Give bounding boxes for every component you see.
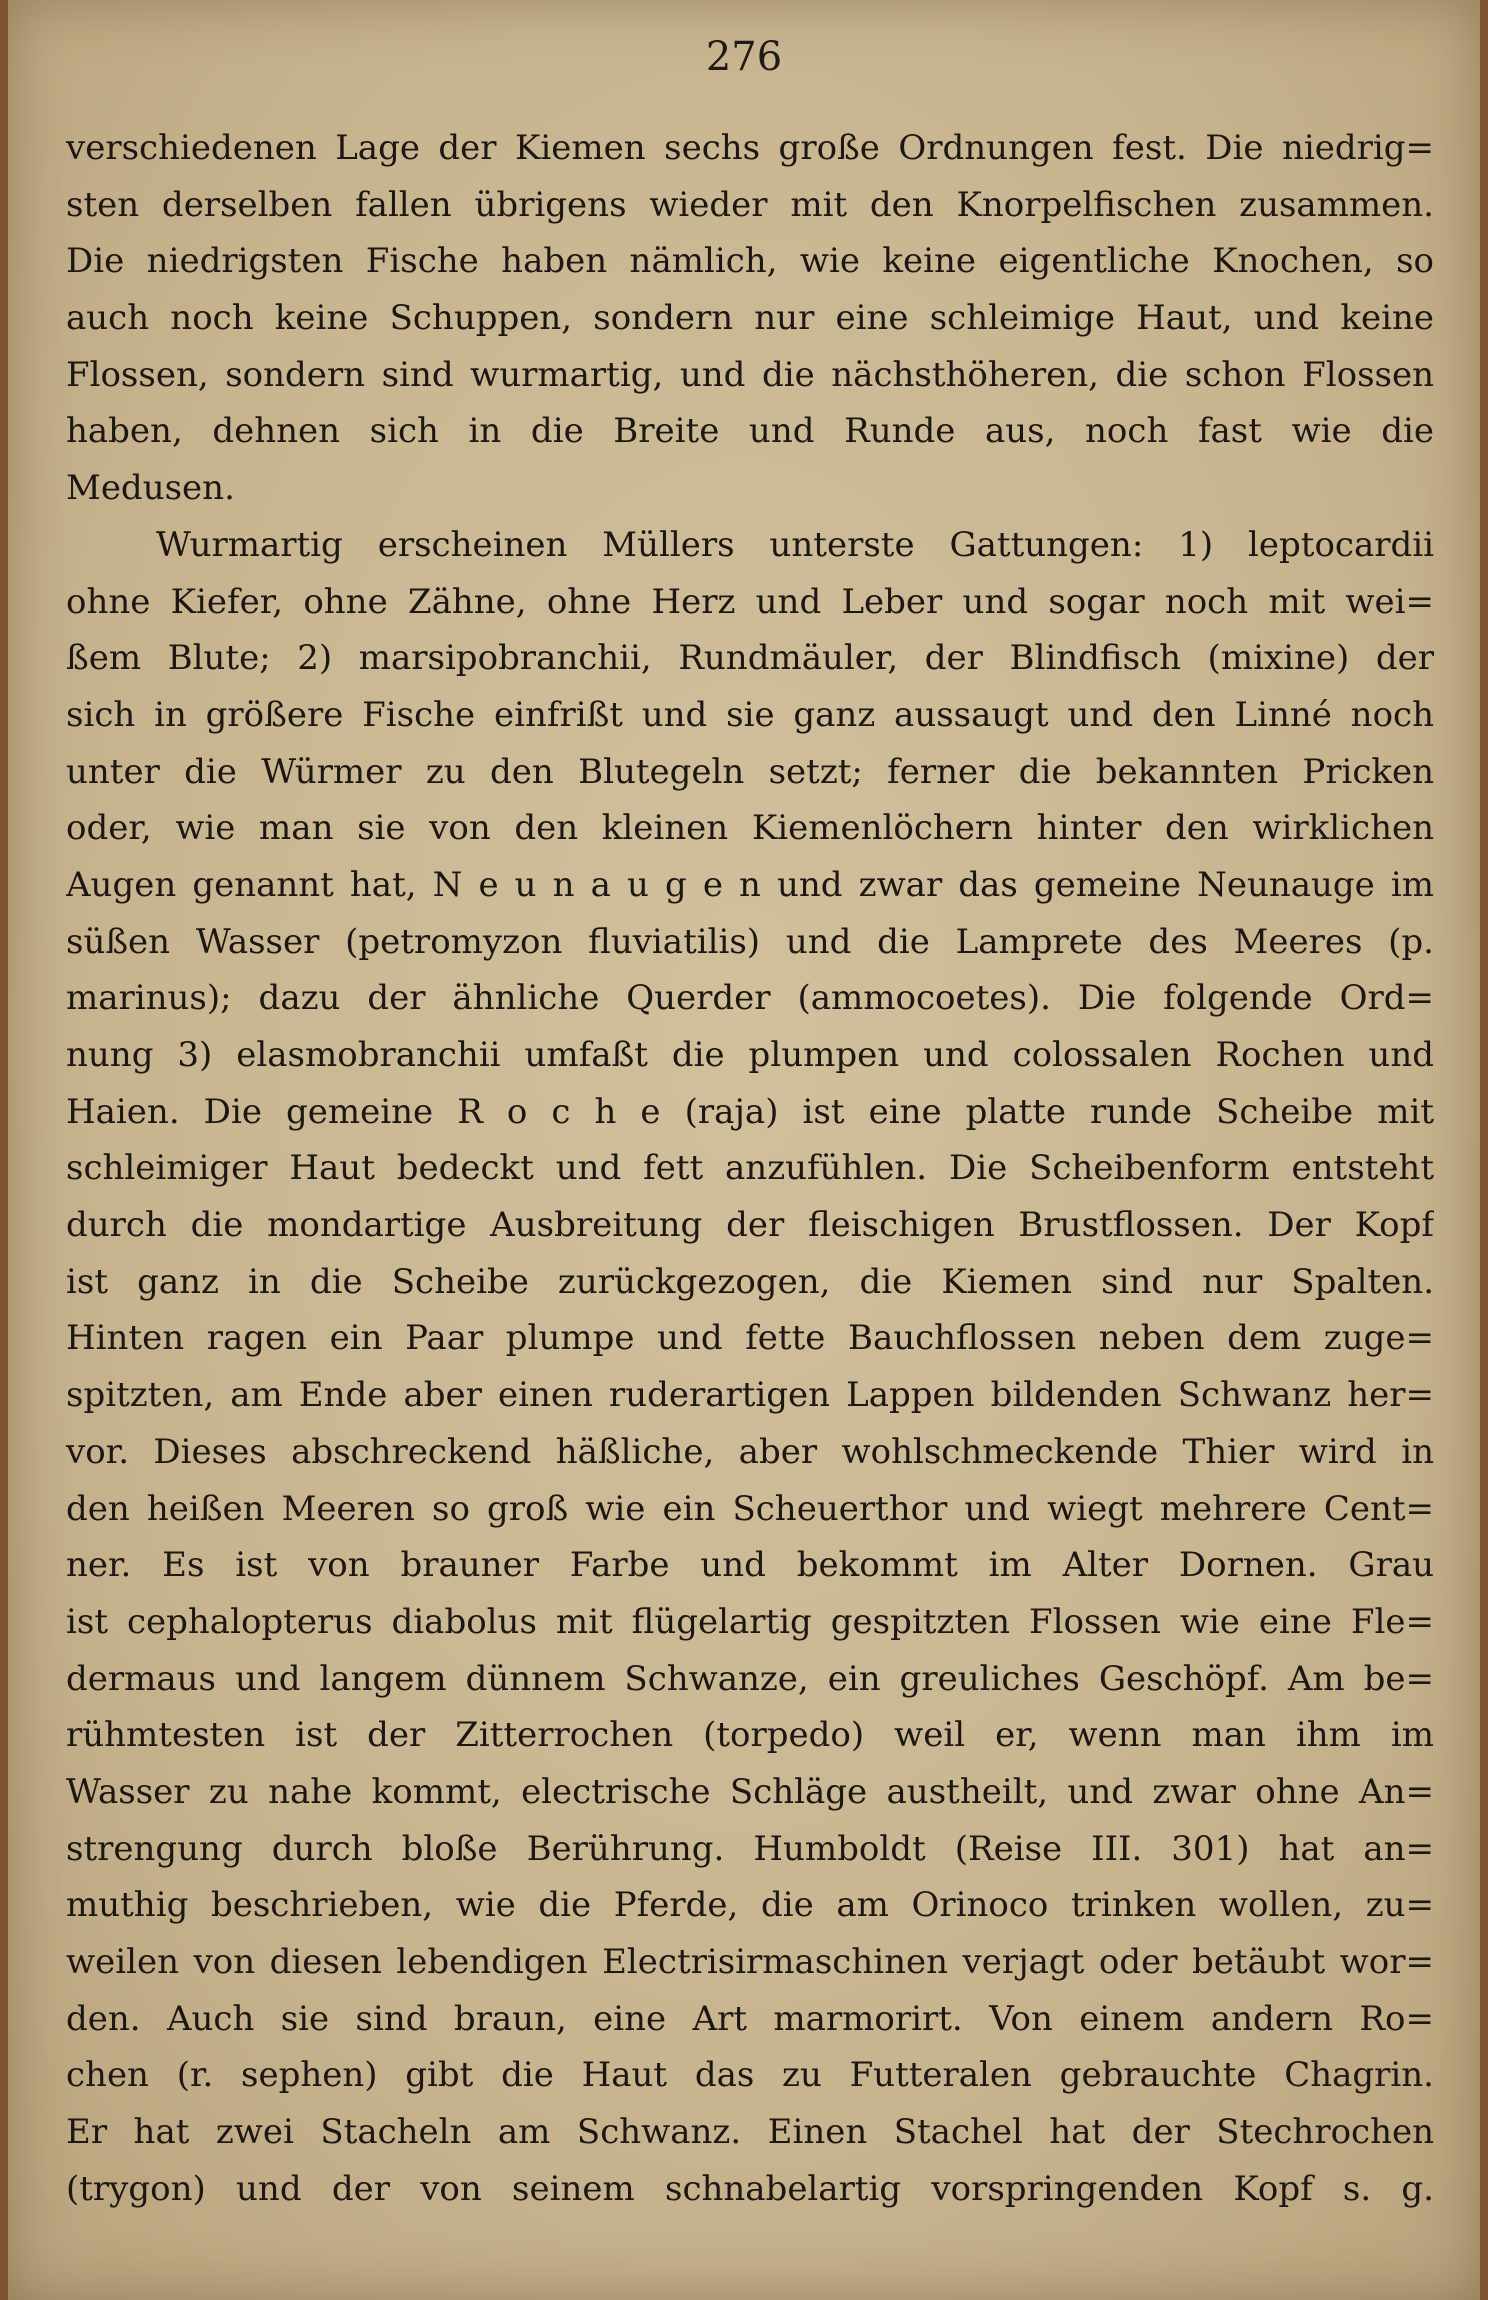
text-line: ist cephalopterus diabolus mit flügelartig gespitzten Flossen wie eine Fle= [66, 1601, 1434, 1642]
text-line: spitzten, am Ende aber einen ruderartigen Lappen bildenden Schwanz her= [66, 1375, 1434, 1416]
text-line: auch noch keine Schuppen, sondern nur eine schleimige Haut, und keine [66, 298, 1434, 339]
body-text [66, 120, 1434, 2217]
text-line: Wurmartig erscheinen Müllers unterste Gattungen: 1) leptocardii [156, 524, 1434, 565]
text-line: Augen genannt hat, N e u n a u g e n und zwar das gemeine Neunauge im [66, 864, 1434, 905]
text-line: Medusen. [66, 468, 235, 509]
text-line: vor. Dieses abschreckend häßliche, aber wohlschmeckende Thier wird in [66, 1431, 1434, 1472]
text-line: den. Auch sie sind braun, eine Art marmorirt. Von einem andern Ro= [66, 1998, 1434, 2039]
book-page [8, 0, 1480, 2300]
text-line: sich in größere Fische einfrißt und sie ganz aussaugt und den Linné noch [66, 694, 1434, 735]
text-line: unter die Würmer zu den Blutegeln setzt; ferner die bekannten Pricken [66, 751, 1434, 792]
text-line: nung 3) elasmobranchii umfaßt die plumpen und colossalen Rochen und [66, 1035, 1434, 1075]
text-line: verschiedenen Lage der Kiemen sechs große Ordnungen fest. Die niedrig= [66, 128, 1434, 168]
text-line: den heißen Meeren so groß wie ein Scheuerthor und wiegt mehrere Cent= [66, 1488, 1434, 1529]
text-line: rühmtesten ist der Zitterrochen (torpedo) weil er, wenn man ihm im [66, 1715, 1434, 1756]
text-line: Flossen, sondern sind wurmartig, und die nächsthöheren, die schon Flossen [66, 354, 1434, 395]
text-line: strengung durch bloße Berührung. Humboldt (Reise III. 301) hat an= [66, 1828, 1434, 1869]
text-line: sten derselben fallen übrigens wieder mit den Knorpelfischen zusammen. [66, 184, 1434, 225]
text-line: haben, dehnen sich in die Breite und Runde aus, noch fast wie die [66, 411, 1434, 452]
text-line: schleimiger Haut bedeckt und fett anzufühlen. Die Scheibenform entsteht [66, 1148, 1434, 1189]
text-line: muthig beschrieben, wie die Pferde, die am Orinoco trinken wollen, zu= [66, 1885, 1434, 1926]
text-line: Haien. Die gemeine R o c h e (raja) ist eine platte runde Scheibe mit [66, 1091, 1434, 1132]
text-line: dermaus und langem dünnem Schwanze, ein greuliches Geschöpf. Am be= [66, 1658, 1434, 1699]
text-line: durch die mondartige Ausbreitung der fleischigen Brustflossen. Der Kopf [66, 1205, 1434, 1246]
text-line: (trygon) und der von seinem schnabelartig vorspringenden Kopf s. g. [66, 2168, 1434, 2209]
text-line: Er hat zwei Stacheln am Schwanz. Einen Stachel hat der Stechrochen [66, 2112, 1434, 2153]
text-line: Hinten ragen ein Paar plumpe und fette Bauchflossen neben dem zuge= [66, 1318, 1434, 1359]
text-line: süßen Wasser (petromyzon fluviatilis) und die Lamprete des Meeres (p. [66, 921, 1434, 962]
text-line: ist ganz in die Scheibe zurückgezogen, die Kiemen sind nur Spalten. [66, 1261, 1434, 1302]
page-number: 276 [705, 34, 783, 80]
text-line: ohne Kiefer, ohne Zähne, ohne Herz und Leber und sogar noch mit wei= [66, 581, 1434, 622]
text-line: Die niedrigsten Fische haben nämlich, wie keine eigentliche Knochen, so [66, 241, 1434, 282]
text-line: ßem Blute; 2) marsipobranchii, Rundmäuler, der Blindfisch (mixine) der [66, 638, 1434, 679]
text-line: chen (r. sephen) gibt die Haut das zu Futteralen gebrauchte Chagrin. [66, 2055, 1434, 2096]
text-line: Wasser zu nahe kommt, electrische Schläge austheilt, und zwar ohne An= [66, 1771, 1434, 1812]
text-line: marinus); dazu der ähnliche Querder (ammocoetes). Die folgende Ord= [66, 978, 1434, 1019]
text-line: weilen von diesen lebendigen Electrisirmaschinen verjagt oder betäubt wor= [66, 1942, 1434, 1982]
text-line: oder, wie man sie von den kleinen Kiemenlöchern hinter den wirklichen [66, 808, 1434, 849]
text-line: ner. Es ist von brauner Farbe und bekommt im Alter Dornen. Grau [66, 1545, 1434, 1586]
